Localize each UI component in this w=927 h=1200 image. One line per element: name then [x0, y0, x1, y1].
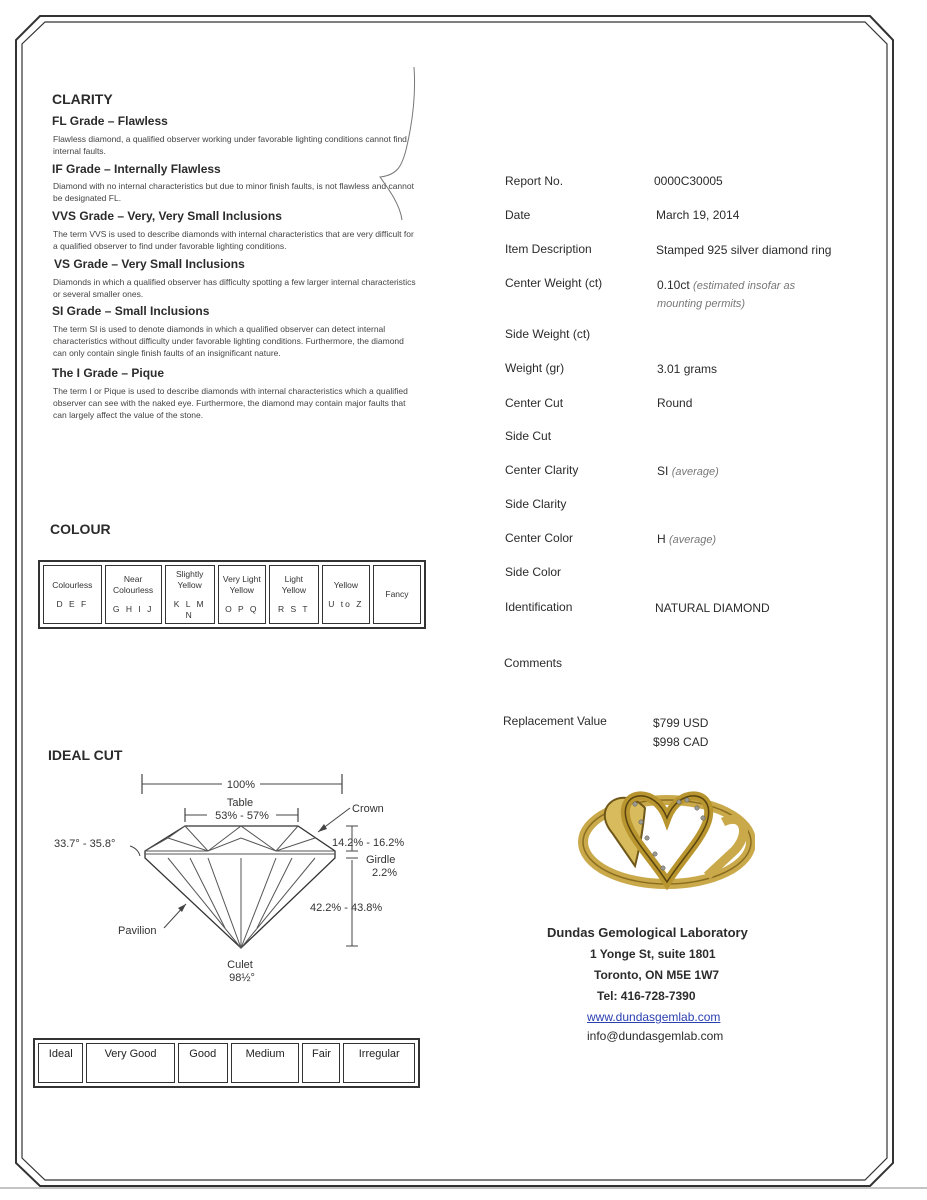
center-clarity-value: SI (average) [657, 464, 719, 478]
center-color-value: H (average) [657, 532, 717, 546]
colour-cell-fancy: Fancy [373, 565, 421, 624]
lab-address-line1: 1 Yonge St, suite 1801 [590, 947, 716, 961]
item-description-value: Stamped 925 silver diamond ring [656, 243, 832, 257]
lab-email: info@dundasgemlab.com [587, 1029, 724, 1043]
pavilion-label: Pavilion [118, 925, 157, 937]
date-label: Date [505, 208, 531, 222]
cut-cell-ideal: Ideal [38, 1043, 83, 1083]
colour-cell-light-yellow: Light Yellow R S T [269, 565, 319, 624]
side-clarity-label: Side Clarity [505, 497, 567, 511]
report-no-value: 0000C30005 [654, 174, 723, 188]
grade-si-desc: The term SI is used to denote diamonds in which a qualified observer can detect internal characteristics without difficulty under favorable lighting conditions. Furthermore, the diamond can only contain single finish faults of an insignificant nature. [53, 324, 404, 358]
item-description-label: Item Description [505, 242, 592, 256]
pavilion-depth-label: 42.2% - 43.8% [310, 902, 383, 914]
identification-label: Identification [505, 600, 573, 614]
side-color-label: Side Color [505, 565, 562, 579]
center-clarity-note: (average) [671, 466, 719, 478]
center-weight-value: 0.10ct (estimated insofar as mounting permits) [657, 278, 796, 310]
grade-if-desc: Diamond with no internal characteristics but due to minor finish faults, is not flawless and cannot be designated FL. [53, 181, 414, 203]
crown-label: Crown [352, 803, 384, 815]
comments-label: Comments [504, 656, 563, 670]
report-no-label: Report No. [505, 174, 564, 188]
ideal-cut-diagram [40, 768, 430, 988]
replacement-value-label: Replacement Value [503, 714, 607, 728]
grade-vvs-title: VVS Grade – Very, Very Small Inclusions [52, 209, 282, 223]
replacement-usd: $799 USD [653, 716, 709, 730]
center-weight-note: (estimated insofar as mounting permits) [657, 280, 796, 310]
grade-vs-title: VS Grade – Very Small Inclusions [54, 257, 245, 271]
lab-website-link[interactable]: www.dundasgemlab.com [587, 1010, 721, 1024]
ideal-cut-heading: IDEAL CUT [48, 747, 123, 763]
center-color-label: Center Color [505, 531, 574, 545]
grade-fl-desc: Flawless diamond, a qualified observer working under favorable lighting conditions cannot find internal faults. [53, 134, 407, 156]
identification-value: NATURAL DIAMOND [655, 601, 770, 615]
colour-cell-colourless: Colourless D E F [43, 565, 102, 624]
colour-heading: COLOUR [50, 521, 111, 537]
grade-vs-desc: Diamonds in which a qualified observer has difficulty spotting a few larger internal characteristics or several smaller ones. [53, 277, 416, 299]
total-width-label: 100% [226, 779, 256, 791]
grade-si-title: SI Grade – Small Inclusions [52, 304, 210, 318]
crown-height-label: 14.2% - 16.2% [332, 837, 405, 849]
cut-cell-irregular: Irregular [343, 1043, 415, 1083]
culet-label: Culet [227, 959, 253, 971]
date-value: March 19, 2014 [656, 208, 740, 222]
weight-value: 3.01 grams [657, 362, 718, 376]
girdle-label: Girdle [366, 854, 396, 866]
grade-if-title: IF Grade – Internally Flawless [52, 162, 221, 176]
table-label: Table [226, 797, 254, 809]
table-range-label: 53% - 57% [215, 810, 269, 822]
center-cut-label: Center Cut [505, 396, 564, 410]
colour-cell-near-colourless: Near Colourless G H I J [105, 565, 162, 624]
grade-fl-title: FL Grade – Flawless [52, 114, 168, 128]
replacement-cad: $998 CAD [653, 735, 709, 749]
clarity-heading: CLARITY [52, 91, 113, 107]
colour-scale-table [38, 560, 426, 629]
side-cut-label: Side Cut [505, 429, 552, 443]
culet-value: 98½° [229, 972, 255, 984]
lab-phone: Tel: 416-728-7390 [597, 989, 696, 1003]
center-clarity-label: Center Clarity [505, 463, 579, 477]
grade-vvs-desc: The term VVS is used to describe diamonds with internal characteristics that are very difficult for a qualified observer to find under favorable lighting conditions. [53, 229, 414, 251]
weight-label: Weight (gr) [505, 361, 565, 375]
center-color-note: (average) [669, 534, 717, 546]
grade-i-title: The I Grade – Pique [52, 366, 165, 380]
lab-name: Dundas Gemological Laboratory [547, 925, 748, 940]
center-weight-label: Center Weight (ct) [505, 276, 603, 290]
cut-cell-very-good: Very Good [86, 1043, 174, 1083]
pen-mark [340, 65, 430, 230]
center-cut-value: Round [657, 396, 693, 410]
cut-grade-table [33, 1038, 420, 1088]
colour-cell-very-light-yellow: Very Light Yellow O P Q [218, 565, 266, 624]
girdle-value: 2.2% [372, 867, 398, 879]
cut-cell-medium: Medium [231, 1043, 300, 1083]
colour-cell-slightly-yellow: Slightly Yellow K L M N [165, 565, 215, 624]
cut-cell-good: Good [178, 1043, 228, 1083]
colour-cell-yellow: Yellow U to Z [322, 565, 370, 624]
lab-address-line2: Toronto, ON M5E 1W7 [594, 968, 720, 982]
crown-angle-label: 33.7° - 35.8° [54, 838, 116, 850]
ring-photo [575, 782, 755, 900]
replacement-value [653, 714, 708, 752]
grade-i-desc: The term I or Pique is used to describe diamonds with internal characteristics which a qualified observer can see with the naked eye. Furthermore, the diamond may contain major faults that can largely affect the value of the stone. [53, 386, 408, 420]
side-weight-label: Side Weight (ct) [505, 327, 591, 341]
cut-cell-fair: Fair [302, 1043, 340, 1083]
